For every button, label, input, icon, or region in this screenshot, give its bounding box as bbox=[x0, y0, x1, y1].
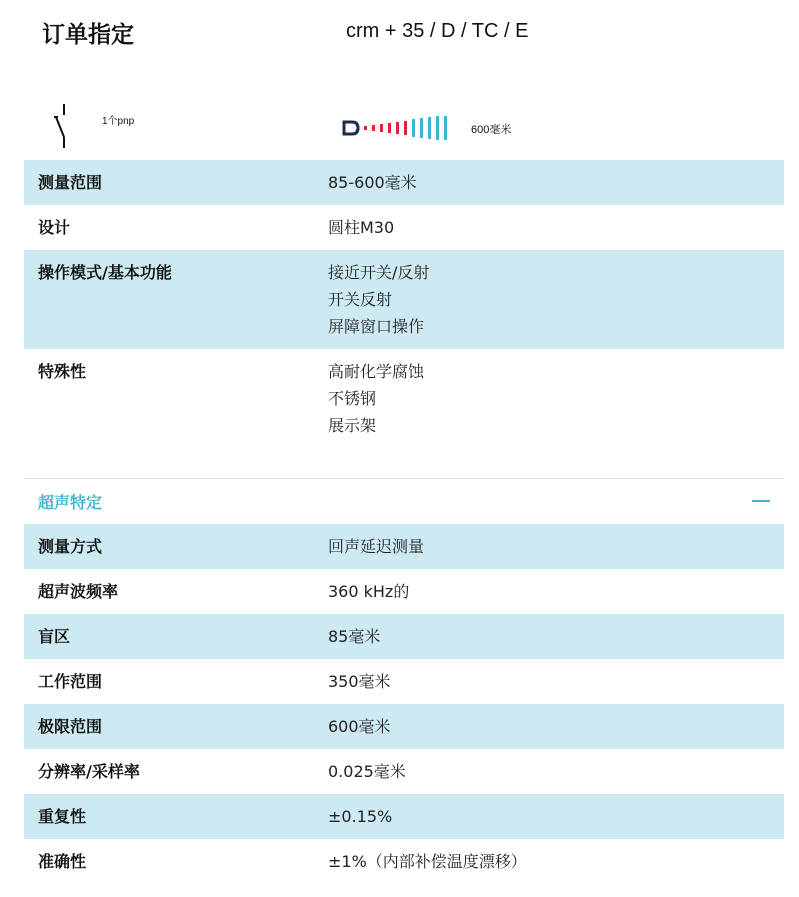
spec-value: 开关反射 bbox=[328, 290, 393, 309]
spec-value: 600毫米 bbox=[328, 717, 391, 736]
spec-value: 屏障窗口操作 bbox=[328, 317, 425, 336]
table-row bbox=[24, 569, 784, 614]
table-row bbox=[24, 205, 784, 250]
spec-label: 设计 bbox=[38, 218, 71, 237]
range-indicator-label: 600毫米 bbox=[471, 124, 512, 136]
table-row bbox=[24, 659, 784, 704]
spec-value: ±1%（内部补偿温度漂移） bbox=[328, 852, 527, 871]
spec-value: 展示架 bbox=[328, 416, 377, 435]
spec-label: 测量方式 bbox=[38, 537, 103, 556]
ultrasonic-beam-icon bbox=[342, 116, 454, 140]
spec-value: 圆柱M30 bbox=[328, 218, 395, 237]
spec-label: 工作范围 bbox=[38, 672, 103, 691]
table-row bbox=[24, 614, 784, 659]
spec-label: 超声波频率 bbox=[38, 582, 119, 601]
table-row bbox=[24, 250, 784, 349]
section-title: 超声特定 bbox=[38, 493, 103, 512]
spec-value: 接近开关/反射 bbox=[328, 263, 430, 282]
spec-value: 不锈钢 bbox=[328, 389, 377, 408]
spec-label: 盲区 bbox=[38, 627, 71, 646]
page-title: 订单指定 bbox=[42, 22, 134, 48]
order-code: crm + 35 / D / TC / E bbox=[346, 20, 529, 42]
spec-value: 0.025毫米 bbox=[328, 762, 406, 781]
spec-value: 回声延迟测量 bbox=[328, 537, 425, 556]
spec-value: ±0.15% bbox=[328, 807, 393, 826]
spec-value: 高耐化学腐蚀 bbox=[328, 362, 425, 381]
table-row bbox=[24, 349, 784, 448]
spec-value: 85毫米 bbox=[328, 627, 381, 646]
spec-value: 85-600毫米 bbox=[328, 173, 417, 192]
table-row bbox=[24, 160, 784, 205]
spec-label: 操作模式/基本功能 bbox=[38, 263, 172, 282]
table-row bbox=[24, 749, 784, 794]
spec-label: 特殊性 bbox=[38, 362, 87, 381]
spec-value: 360 kHz的 bbox=[328, 582, 410, 601]
ultrasonic-section-header[interactable] bbox=[24, 478, 784, 524]
collapse-icon[interactable] bbox=[752, 500, 770, 502]
specs-table-general bbox=[24, 160, 784, 448]
spec-label: 准确性 bbox=[38, 852, 87, 871]
specs-table-ultrasonic bbox=[24, 524, 784, 884]
spec-label: 测量范围 bbox=[38, 173, 103, 192]
spec-label: 极限范围 bbox=[38, 717, 103, 736]
table-row bbox=[24, 794, 784, 839]
table-row bbox=[24, 839, 784, 884]
spec-label: 重复性 bbox=[38, 807, 87, 826]
spec-value: 350毫米 bbox=[328, 672, 391, 691]
switch-symbol-icon bbox=[52, 104, 76, 148]
table-row bbox=[24, 704, 784, 749]
table-row bbox=[24, 524, 784, 569]
output-type-label: 1个pnp bbox=[102, 116, 135, 127]
spec-label: 分辨率/采样率 bbox=[38, 762, 140, 781]
